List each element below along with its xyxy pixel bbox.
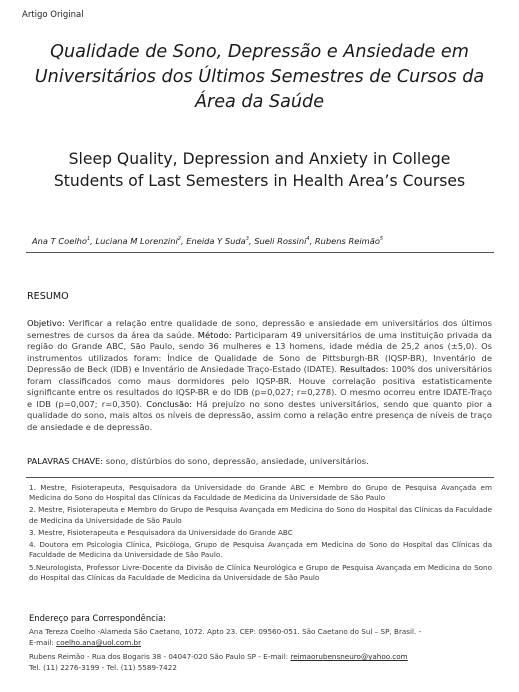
keywords-label: PALAVRAS CHAVE:	[27, 456, 104, 466]
title-pt-line: Área da Saúde	[194, 92, 325, 112]
correspondence-address: Ana Tereza Coelho -Alameda São Caetano, 1072. Apto 23. CEP: 09560-051. São Caetano do Sul – SP, Brasil. -	[29, 627, 422, 636]
author-name: Sueli Rossini	[254, 236, 307, 246]
author-name: Luciana M Lorenzini	[95, 236, 178, 246]
results-text: 100% dos universitários foram classificados como maus dormidores pelo IQSP-BR. Houve correlação positiva estatisticamente significante entre os resultados do IQSP-BR e do IDB (p=0,027; r=0,278). O mesmo ocorreu entre IDATE-Traço e IDB (p=0,007; r=0,350).	[27, 364, 492, 409]
objective-text: Verificar a relação entre qualidade de sono, depressão e ansiedade em universitários dos últimos semestres de cursos da área da saúde.	[27, 318, 492, 340]
correspondence-address-2	[29, 652, 408, 661]
affiliation-notes	[29, 483, 492, 585]
correspondence-email-line	[29, 638, 141, 647]
conclusion-label: Conclusão:	[146, 398, 193, 409]
email-prefix: E-mail:	[29, 638, 57, 647]
author-name: Eneida Y Suda	[186, 236, 246, 246]
title-portuguese	[20, 40, 499, 115]
author-affiliation-mark: 4	[306, 236, 310, 243]
abstract-heading: RESUMO	[27, 291, 69, 302]
article-type-label: Artigo Original	[22, 10, 84, 20]
title-pt-line: Universitários dos Últimos Semestres de Cursos da	[34, 67, 485, 87]
author-affiliation-mark: 1	[86, 236, 91, 243]
keywords-line	[27, 456, 369, 466]
email-link[interactable]: coelho.ana@uol.com.br	[56, 638, 142, 647]
address-2-prefix: Rubens Reimão - Rua dos Bogaris 38 - 04047-020 São Paulo SP - E-mail:	[29, 652, 291, 661]
method-label: Método:	[197, 329, 232, 340]
affiliation-note: 3. Mestre, Fisioterapeuta e Pesquisadora da Universidade do Grande ABC	[29, 527, 293, 537]
author-divider	[26, 252, 494, 253]
conclusion-text: Há prejuízo no sono destes universitários, sendo que quanto pior a qualidade do sono, mais altos os níveis de depressão, assim como a relação entre presença de níveis de traço de ansiedade e de depressão.	[27, 398, 492, 432]
method-text: Participaram 49 universitários de uma instituição privada da região do Grande ABC, São Paulo, sendo 36 mulheres e 13 homens, idade média de 25,2 anos (±5,0). Os instrumentos utilizados foram: Índice de Qualidade de Sono de Pittsburgh-BR (IQSP-BR), Inventário de Depressão de Beck (IDB) e Inventário de Ansiedade Traço-Estado (IDATE).	[27, 329, 493, 375]
author-affiliation-mark: 5	[379, 236, 384, 243]
correspondence-heading: Endereço para Correspondência:	[29, 613, 167, 623]
affiliation-note: 4. Doutora em Psicologia Clínica, Psicóloga, Grupo de Pesquisa Avançada em Medicina do Sono do Hospital das Clínicas da Faculdade de Medicina da Universidade de São Paulo.	[29, 540, 492, 560]
affiliation-note: 2. Mestre, Fisioterapeuta e Membro do Grupo de Pesquisa Avançada em Medicina do Sono do Hospital das Clínicas da Faculdade de Medicina da Universidade de São Paulo	[29, 505, 492, 525]
author-list: Ana T Coelho$^1$, Luciana M Lorenzini$^2$, Eneida Y Suda$^3$, Sueli Rossini$^4$, Rubens Reimão$^5$	[32, 236, 384, 246]
author-name: Rubens Reimão	[314, 236, 380, 246]
keywords-text: sono, distúrbios do sono, depressão, ansiedade, universitários.	[103, 456, 369, 466]
title-en-line: Sleep Quality, Depression and Anxiety in College	[68, 150, 451, 168]
title-pt-line: Qualidade de Sono, Depressão e Ansiedade em	[50, 42, 469, 62]
author-affiliation-mark: 3	[245, 236, 249, 243]
author-name: Ana T Coelho	[32, 236, 87, 246]
abstract-body	[27, 318, 492, 433]
title-en-line: Students of Last Semesters in Health Area’s Courses	[53, 172, 466, 190]
affiliation-note: 1. Mestre, Fisioterapeuta, Pesquisadora da Universidade do Grande ABC e Membro do Grupo de Pesquisa Avançada em Medicina do Sono do Hospital das Clínicas da Faculdade de Medicina da Universidade de São Paulo	[29, 483, 492, 503]
objective-label: Objetivo:	[27, 318, 65, 328]
email-link[interactable]: reimaorubensneuro@yahoo.com	[290, 652, 408, 661]
author-affiliation-mark: 2	[177, 236, 181, 243]
results-label: Resultados:	[339, 364, 389, 375]
affiliation-note: 5.Neurologista, Professor Livre-Docente da Divisão de Clínica Neurológica e Grupo de Pesquisa Avançada em Medicina do Sono do Hospital das Clínicas da Faculdade de Medicina da Universidade de São Paulo	[29, 562, 492, 582]
footnote-divider	[26, 477, 494, 478]
title-english	[20, 148, 499, 192]
correspondence-phone: Tel. (11) 2276-3199 - Tel. (11) 5589-7422	[29, 663, 177, 672]
